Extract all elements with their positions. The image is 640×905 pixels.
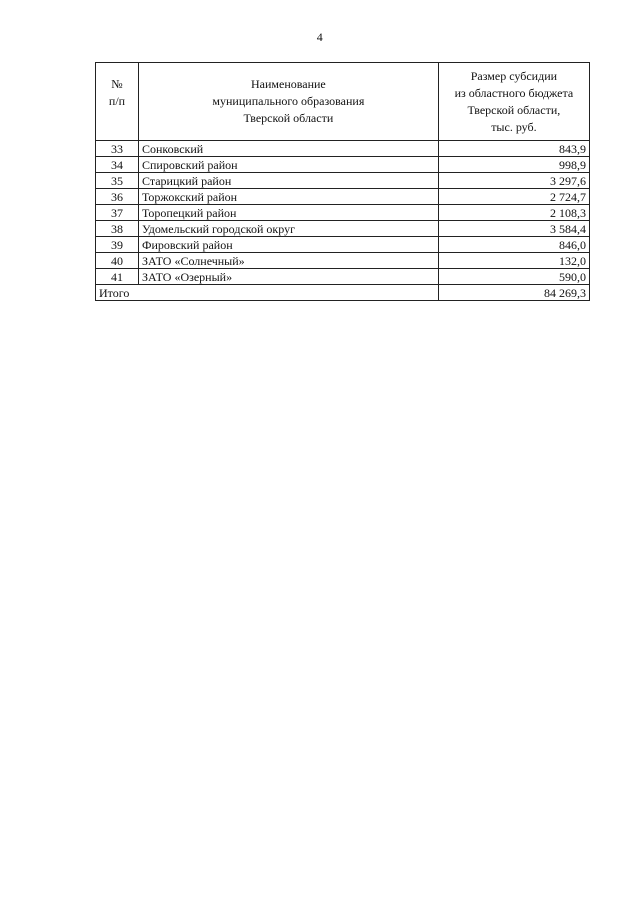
row-number: 36 <box>96 189 139 205</box>
row-amount: 590,0 <box>438 269 589 285</box>
row-number: 40 <box>96 253 139 269</box>
header-spacer <box>100 110 134 127</box>
table-row <box>96 173 590 189</box>
table-row <box>96 253 590 269</box>
header-number <box>96 63 139 141</box>
row-amount: 843,9 <box>438 141 589 157</box>
row-municipality: ЗАТО «Солнечный» <box>138 253 438 269</box>
header-subsidy-line: из областного бюджета <box>454 85 574 100</box>
header-number-line: п/п <box>108 94 126 108</box>
header-municipality <box>138 63 438 141</box>
row-municipality: Торжокский район <box>138 189 438 205</box>
row-amount: 3 297,6 <box>438 173 589 189</box>
table-row <box>96 157 590 173</box>
total-label: Итого <box>96 285 439 301</box>
header-municipality-line: муниципального образования <box>212 94 365 108</box>
total-amount: 84 269,3 <box>438 285 589 301</box>
row-amount: 2 724,7 <box>438 189 589 205</box>
header-number-line: № <box>111 77 123 91</box>
row-municipality: Спировский район <box>138 157 438 173</box>
header-subsidy-line: тыс. руб. <box>491 119 537 134</box>
row-municipality: Торопецкий район <box>138 205 438 221</box>
table-row <box>96 237 590 253</box>
row-number: 37 <box>96 205 139 221</box>
row-municipality: Сонковский <box>138 141 438 157</box>
row-municipality: Удомельский городской округ <box>138 221 438 237</box>
total-row <box>96 285 590 301</box>
row-amount: 998,9 <box>438 157 589 173</box>
row-municipality: Старицкий район <box>138 173 438 189</box>
row-number: 38 <box>96 221 139 237</box>
header-subsidy-line: Тверской области, <box>467 102 561 117</box>
header-subsidy-line: Размер субсидии <box>470 68 558 83</box>
row-amount: 3 584,4 <box>438 221 589 237</box>
row-municipality: Фировский район <box>138 237 438 253</box>
page-number: 4 <box>316 30 324 44</box>
row-number: 33 <box>96 141 139 157</box>
header-municipality-line: Наименование <box>251 77 326 91</box>
table-row <box>96 221 590 237</box>
table-header-row <box>96 63 590 141</box>
table-row <box>96 269 590 285</box>
row-amount: 846,0 <box>438 237 589 253</box>
row-number: 34 <box>96 157 139 173</box>
row-municipality: ЗАТО «Озерный» <box>138 269 438 285</box>
subsidy-table <box>95 62 590 301</box>
row-number: 41 <box>96 269 139 285</box>
table-row <box>96 141 590 157</box>
header-subsidy-amount <box>438 63 589 141</box>
row-amount: 2 108,3 <box>438 205 589 221</box>
row-number: 39 <box>96 237 139 253</box>
row-number: 35 <box>96 173 139 189</box>
table-row <box>96 189 590 205</box>
row-amount: 132,0 <box>438 253 589 269</box>
table-row <box>96 205 590 221</box>
header-municipality-line: Тверской области <box>243 111 334 125</box>
